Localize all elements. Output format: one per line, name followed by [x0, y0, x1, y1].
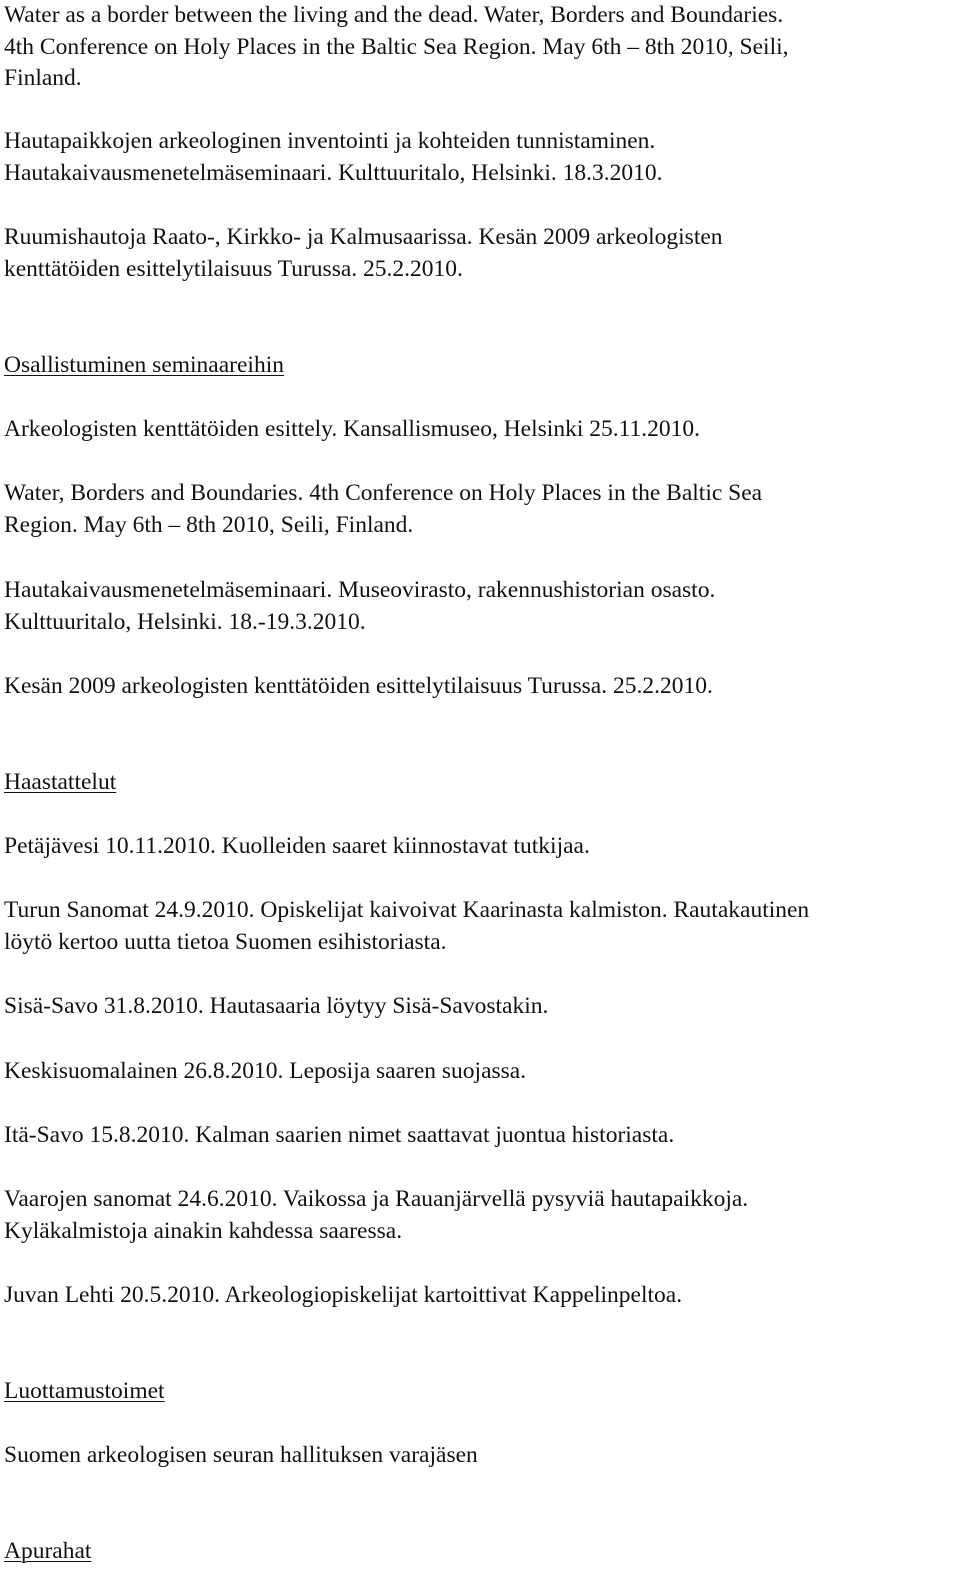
text-line: Juvan Lehti 20.5.2010. Arkeologiopiskelijat kartoittivat Kappelinpeltoa.: [4, 1282, 683, 1308]
text-line: Sisä-Savo 31.8.2010. Hautasaaria löytyy Sisä-Savostakin.: [4, 993, 549, 1019]
list-item: [4, 1120, 674, 1152]
text-line: Keskisuomalainen 26.8.2010. Leposija saaren suojassa.: [4, 1058, 527, 1084]
text-line: Ruumishautoja Raato-, Kirkko- ja Kalmusaarissa. Kesän 2009 arkeologisten: [4, 224, 723, 250]
text-line: Region. May 6th – 8th 2010, Seili, Finland.: [4, 511, 414, 538]
text-line: Suomen arkeologisen seuran hallituksen varajäsen: [4, 1442, 478, 1468]
text-line: löytö kertoo uutta tietoa Suomen esihistoriasta.: [4, 928, 447, 955]
text-line: Finland.: [4, 65, 82, 91]
text-line: Kyläkalmistoja ainakin kahdessa saaressa.: [4, 1217, 403, 1244]
text-line: kenttätöiden esittelytilaisuus Turussa. 25.2.2010.: [4, 255, 463, 282]
list-item: [4, 575, 715, 638]
paragraph: [4, 222, 723, 285]
list-item: [4, 478, 762, 541]
text-line: Petäjävesi 10.11.2010. Kuolleiden saaret kiinnostavat tutkijaa.: [4, 833, 590, 859]
section-heading-grants: Apurahat: [4, 1538, 92, 1564]
list-item: [4, 671, 713, 703]
list-item: [4, 831, 590, 863]
list-item: [4, 1056, 526, 1088]
text-line: 4th Conference on Holy Places in the Baltic Sea Region. May 6th – 8th 2010, Seili,: [4, 33, 789, 60]
list-item: [4, 991, 548, 1023]
text-line: Vaarojen sanomat 24.6.2010. Vaikossa ja Rauanjärvellä pysyviä hautapaikkoja.: [4, 1186, 749, 1212]
text-line: Arkeologisten kenttätöiden esittely. Kansallismuseo, Helsinki 25.11.2010.: [4, 416, 700, 442]
list-item: [4, 1184, 748, 1247]
list-item: [4, 414, 700, 446]
list-item: [4, 1440, 478, 1472]
paragraph: [4, 0, 789, 95]
text-line: Hautakaivausmenetelmäseminaari. Museovirasto, rakennushistorian osasto.: [4, 577, 716, 603]
paragraph: [4, 126, 663, 189]
section-heading-interviews: Haastattelut: [4, 769, 117, 795]
text-line: Turun Sanomat 24.9.2010. Opiskelijat kaivoivat Kaarinasta kalmiston. Rautakautinen: [4, 897, 810, 923]
text-line: Water, Borders and Boundaries. 4th Conference on Holy Places in the Baltic Sea: [4, 480, 763, 506]
text-line: Water as a border between the living and the dead. Water, Borders and Boundaries.: [4, 2, 784, 28]
text-line: Itä-Savo 15.8.2010. Kalman saarien nimet saattavat juontua historiasta.: [4, 1122, 675, 1148]
text-line: Kesän 2009 arkeologisten kenttätöiden esittelytilaisuus Turussa. 25.2.2010.: [4, 673, 713, 699]
list-item: [4, 1280, 682, 1312]
section-heading-positions: Luottamustoimet: [4, 1378, 165, 1404]
text-line: Hautakaivausmenetelmäseminaari. Kulttuuritalo, Helsinki. 18.3.2010.: [4, 159, 663, 186]
section-heading-seminars: Osallistuminen seminaareihin: [4, 352, 284, 378]
text-line: Hautapaikkojen arkeologinen inventointi ja kohteiden tunnistaminen.: [4, 128, 656, 154]
list-item: [4, 895, 809, 958]
text-line: Kulttuuritalo, Helsinki. 18.-19.3.2010.: [4, 608, 366, 635]
